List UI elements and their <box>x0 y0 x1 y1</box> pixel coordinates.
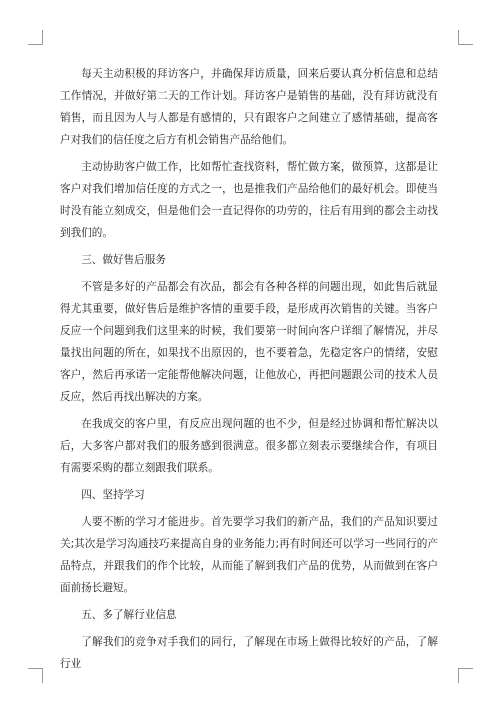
crop-mark-bottom-left <box>28 668 43 683</box>
document-body <box>60 63 438 680</box>
crop-mark-top-left <box>28 30 43 45</box>
crop-mark-bottom-right <box>458 668 473 683</box>
paragraph-keep-learning: 人要不断的学习才能进步。首先要学习我们的新产品，我们的产品知识要过关;其次是学习沟通技巧来提高自身的业务能力;再有时间还可以学习一些同行的产品特点，并跟我们的作个比较，从而能了解到我们产品的优势，从而做到在客户面前扬长避短。 <box>60 516 438 594</box>
paragraph-assist-customers: 主动协助客户做工作，比如帮忙查找资料，帮忙做方案，做预算，这都是让客户对我们增加信任度的方式之一，也是推我们产品给他们的最好机会。即使当时没有能立刻成交，但是他们会一直记得你的功劳的，往后有用到的都会主动找到我们的。 <box>60 161 438 239</box>
section-heading-after-sales: 三、做好售后服务 <box>81 254 166 266</box>
paragraph-customer-feedback: 在我成交的客户里，有反应出现问题的也不少，但是经过协调和帮忙解决以后，大多客户都对我们的服务感到很满意。很多都立刻表示要继续合作，有项目有需要采购的都立刻跟我们联系。 <box>60 418 438 474</box>
paragraph-visit-customers: 每天主动积极的拜访客户，并确保拜访质量，回来后要认真分析信息和总结工作情况，并做好第二天的工作计划。拜访客户是销售的基础，没有拜访就没有销售，而且因为人与人都是有感情的，只有跟客户之间建立了感情基础，提高客户对我们的信任度之后方有机会销售产品给他们。 <box>60 68 438 146</box>
paragraph-after-sales: 不管是多好的产品都会有次品，都会有各种各样的问题出现，如此售后就显得尤其重要，做好售后是维护客情的重要手段，是形成再次销售的关键。当客户反应一个问题到我们这里来的时候，我们要第一时间向客户详细了解情况，并尽量找出问题的所在，如果找不出原因的，也不要着急，先稳定客户的情绪，安慰客户，然后再承诺一定能帮他解决问题，让他放心，再把问题跟公司的技术人员反应，然后再找出解决的方案。 <box>60 281 438 403</box>
section-heading-keep-learning: 四、坚持学习 <box>81 489 145 501</box>
section-heading-industry-info: 五、多了解行业信息 <box>81 609 177 621</box>
paragraph-industry-info: 了解我们的竞争对手我们的同行，了解现在市场上做得比较好的产品，了解行业 <box>60 636 438 670</box>
crop-mark-top-right <box>458 30 473 45</box>
